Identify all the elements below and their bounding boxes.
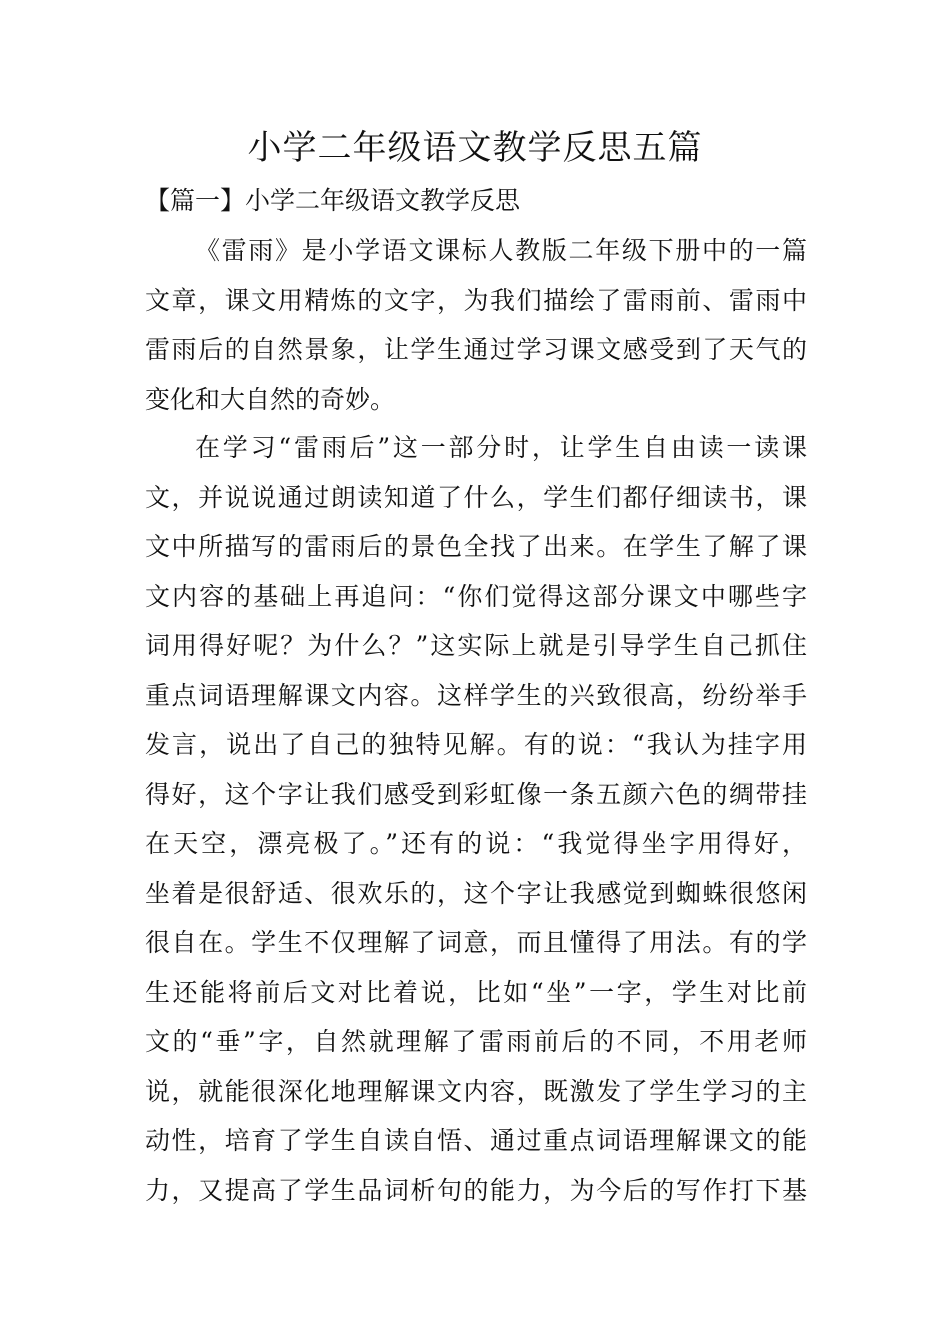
paragraph-line: 发言，说出了自己的独特见解。有的说：“我认为挂字用 [145, 730, 807, 759]
paragraph-line: 雷雨后的自然景象，让学生通过学习课文感受到了天气的 [145, 335, 807, 364]
paragraph-line: 文中所描写的雷雨后的景色全找了出来。在学生了解了课 [145, 532, 807, 561]
paragraph-1 [145, 226, 807, 424]
document-title: 小学二年级语文教学反思五篇 [247, 128, 703, 168]
paragraph-line: 重点词语理解课文内容。这样学生的兴致很高，纷纷举手 [145, 680, 807, 710]
paragraph-line: 词用得好呢？为什么？”这实际上就是引导学生自己抓住 [145, 631, 807, 660]
paragraph-2 [145, 423, 807, 1215]
paragraph-line: 在天空，漂亮极了。”还有的说：“我觉得坐字用得好， [145, 829, 807, 858]
paragraph-line: 变化和大自然的奇妙。 [145, 384, 396, 414]
paragraph-line: 文内容的基础上再追问：“你们觉得这部分课文中哪些字 [145, 581, 807, 611]
paragraph-line: 得好，这个字让我们感受到彩虹像一条五颜六色的绸带挂 [145, 779, 807, 809]
paragraph-line: 文的“垂”字，自然就理解了雷雨前后的不同，不用老师 [145, 1027, 807, 1056]
paragraph-line: 在学习“雷雨后”这一部分时，让学生自由读一读课 [195, 433, 807, 462]
paragraph-line: 《雷雨》是小学语文课标人教版二年级下册中的一篇 [195, 236, 807, 265]
paragraph-line: 文章，课文用精炼的文字，为我们描绘了雷雨前、雷雨中 [145, 285, 807, 315]
paragraph-line: 文，并说说通过朗读知道了什么，学生们都仔细读书，课 [145, 482, 807, 512]
paragraph-line: 很自在。学生不仅理解了词意，而且懂得了用法。有的学 [145, 928, 807, 957]
paragraph-line: 说，就能很深化地理解课文内容，既激发了学生学习的主 [145, 1076, 807, 1106]
paragraph-line: 动性，培育了学生自读自悟、通过重点词语理解课文的能 [145, 1126, 807, 1155]
paragraph-line: 力，又提高了学生品词析句的能力，为今后的写作打下基 [145, 1175, 807, 1205]
paragraph-line: 坐着是很舒适、很欢乐的，这个字让我感觉到蜘蛛很悠闲 [145, 878, 807, 908]
paragraph-line: 生还能将前后文对比着说，比如“坐”一字，学生对比前 [145, 977, 807, 1007]
section-heading: 【篇一】小学二年级语文教学反思 [145, 186, 521, 215]
